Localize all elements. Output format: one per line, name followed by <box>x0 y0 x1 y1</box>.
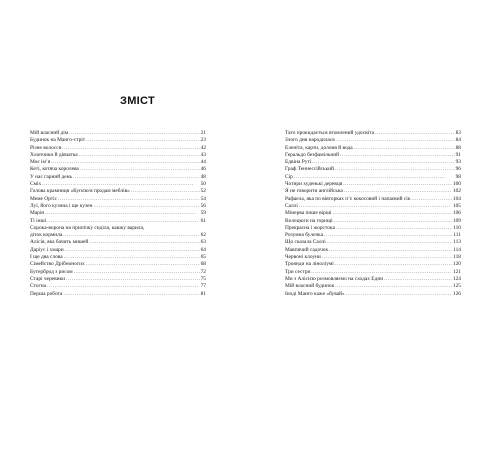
toc-entry-page: 50 <box>200 181 206 188</box>
toc-entry-page: 52 <box>200 188 206 195</box>
dot-leader <box>324 232 452 239</box>
toc-entry-title: Сір <box>285 173 293 180</box>
toc-entry[interactable] <box>30 210 206 217</box>
toc-entry-page: 102 <box>452 188 461 195</box>
toc-left-column <box>30 130 206 298</box>
toc-entry-title: Три сестри <box>285 268 311 275</box>
toc-entry-page: 98 <box>455 173 461 180</box>
toc-entry-page: 121 <box>452 268 461 275</box>
toc-entry-page: 65 <box>200 254 206 261</box>
toc-entry[interactable] <box>30 145 206 152</box>
toc-entry[interactable] <box>30 218 206 225</box>
toc-entry-page: 96 <box>455 166 461 173</box>
toc-entry[interactable] <box>285 196 461 203</box>
toc-entry[interactable] <box>285 137 461 144</box>
dot-leader <box>47 218 199 225</box>
toc-entry[interactable] <box>285 188 461 195</box>
toc-entry-title: Марін <box>30 210 45 217</box>
toc-entry-title: Я не говорити англійська <box>285 188 343 195</box>
dot-leader <box>86 137 199 144</box>
toc-entry[interactable] <box>30 188 206 195</box>
toc-entry-page: 54 <box>200 195 206 202</box>
toc-entry-title: Рафаела, яка по вівторках п’є кокосовий і папаєвий сік <box>285 195 411 202</box>
toc-entry-page: 23 <box>200 137 206 144</box>
toc-entry-title: Ми з Алісією розмовляємо на сходах Едни <box>285 275 384 282</box>
toc-entry-title: Сімейство Дрібноногих <box>30 261 85 268</box>
dot-leader <box>335 166 455 173</box>
dot-leader <box>344 188 452 195</box>
toc-entry-title: І ще два слова <box>30 254 63 261</box>
toc-entry-title: У нас гарний день <box>30 173 72 180</box>
toc-entry-title: Мавпячий садочок <box>285 246 329 253</box>
toc-entry-title: Мінерва пише вірші <box>285 210 332 217</box>
toc-entry-page: 111 <box>453 232 461 239</box>
toc-entry-title: Сміх <box>30 181 42 188</box>
toc-entry[interactable] <box>30 261 206 268</box>
toc-entry[interactable] <box>285 254 461 261</box>
toc-entry[interactable] <box>30 283 206 290</box>
toc-entry[interactable] <box>30 152 206 159</box>
toc-entry[interactable] <box>285 291 461 298</box>
toc-entry[interactable] <box>30 276 206 283</box>
toc-entry-title: Червоні клоуни <box>285 254 321 261</box>
toc-entry-page: 63 <box>200 239 206 246</box>
dot-leader <box>79 152 200 159</box>
toc-entry[interactable] <box>30 203 206 210</box>
dot-leader <box>322 254 452 261</box>
toc-entry-title: Іноді Манго каже «бувай» <box>285 290 345 297</box>
toc-entry[interactable] <box>285 247 461 254</box>
toc-entry-page: 100 <box>452 181 461 188</box>
dot-leader <box>66 276 200 283</box>
toc-entry-title: Перша робота <box>30 290 63 297</box>
dot-leader <box>47 283 200 290</box>
toc-entry-title: Волоцюги на горищі <box>285 217 333 224</box>
dot-leader <box>299 203 452 210</box>
toc-entry[interactable] <box>30 196 206 203</box>
toc-entry-title: Саллі <box>285 202 298 209</box>
toc-entry[interactable] <box>285 269 461 276</box>
toc-entry-page: 114 <box>453 246 461 253</box>
toc-entry-page: 105 <box>452 202 461 209</box>
toc-entry-page: 48 <box>200 173 206 180</box>
dot-leader <box>384 276 452 283</box>
toc-entry[interactable] <box>30 239 206 246</box>
dot-leader <box>336 137 455 144</box>
toc-entry-page: 81 <box>200 290 206 297</box>
toc-entry-page: 72 <box>200 268 206 275</box>
dot-leader <box>334 218 452 225</box>
toc-entry-title: Луї, його кузина і ще кузен <box>30 202 93 209</box>
dot-leader <box>58 196 200 203</box>
page-title: ЗМІСТ <box>120 95 155 107</box>
toc-entry-title: Будинок на Манго-стріт <box>30 137 86 144</box>
dot-leader <box>73 174 200 181</box>
toc-entry[interactable] <box>285 166 461 173</box>
toc-entry[interactable] <box>285 145 461 152</box>
toc-entry[interactable] <box>285 261 461 268</box>
toc-entry-title: Едвіна Руті <box>285 159 312 166</box>
toc-entry-title: Чотири худенькі деревця <box>285 181 343 188</box>
toc-entry[interactable] <box>285 152 461 159</box>
toc-entry-page: 42 <box>200 144 206 151</box>
toc-entry[interactable] <box>30 225 206 232</box>
toc-entry-title: Еленіта, карти, долоня й вода <box>285 144 353 151</box>
toc-entry-title: Хлопчики й дівчатка <box>30 151 78 158</box>
toc-entry-title: Що сказала Саллі <box>285 239 326 246</box>
dot-leader <box>340 152 455 159</box>
dot-leader <box>343 181 452 188</box>
toc-entry[interactable] <box>30 269 206 276</box>
toc-entry[interactable] <box>30 137 206 144</box>
toc-entry-page: 109 <box>452 217 461 224</box>
toc-entry-page: 125 <box>452 283 461 290</box>
dot-leader <box>86 261 200 268</box>
toc-entry-title: Ті інші <box>30 217 47 224</box>
toc-entry-page: 106 <box>452 210 461 217</box>
dot-leader <box>329 247 452 254</box>
dot-leader <box>327 239 452 246</box>
toc-entry-title: Розумна булочка <box>285 232 324 239</box>
toc-entry-page: 124 <box>452 275 461 282</box>
toc-entry-title: Голова крамниця «Куплю/я продам меблів» <box>30 188 130 195</box>
toc-entry-title: Злого дня народилася <box>285 137 335 144</box>
dot-leader <box>74 269 200 276</box>
toc-entry[interactable] <box>30 247 206 254</box>
toc-entry-page: 21 <box>200 130 206 136</box>
toc-entry-page: 113 <box>453 239 461 246</box>
toc-entry-title: Троянди на ліноліумі <box>285 261 334 268</box>
toc-entry-page: 43 <box>200 151 206 158</box>
toc-entry[interactable] <box>30 159 206 166</box>
toc-entry-title: Граф Теннессійський <box>285 166 334 173</box>
dot-leader <box>411 196 452 203</box>
toc-entry-title: Геральдо безфамільний <box>285 151 339 158</box>
dot-leader <box>63 291 199 298</box>
dot-leader <box>346 291 452 298</box>
dot-leader <box>69 130 199 137</box>
toc-entry-page: 120 <box>452 261 461 268</box>
toc-entry-page: 83 <box>455 130 461 136</box>
toc-entry[interactable] <box>30 130 206 137</box>
dot-leader <box>131 188 200 195</box>
toc-entry-page: 84 <box>455 137 461 144</box>
toc-entry-page: 91 <box>455 151 461 158</box>
toc-entry-page: 88 <box>455 144 461 151</box>
dot-leader <box>375 130 455 137</box>
toc-entry-page: 64 <box>200 246 206 253</box>
toc-entry-page: 126 <box>452 290 461 297</box>
toc-entry-page: 44 <box>200 159 206 166</box>
toc-entry-title: Мій власний будинок <box>285 283 335 290</box>
dot-leader <box>45 210 199 217</box>
dot-leader <box>294 174 455 181</box>
dot-leader <box>333 210 452 217</box>
toc-entry-page: 62 <box>200 232 206 239</box>
toc-entry-page: 56 <box>200 202 206 209</box>
toc-entry-title: Кеті, котяча королева <box>30 166 79 173</box>
toc-entry-page: 68 <box>200 261 206 268</box>
toc-entry-page: 61 <box>200 217 206 224</box>
toc-entry-title: Бутерброд з рисом <box>30 268 73 275</box>
dot-leader <box>80 166 200 173</box>
toc-entry-page: 59 <box>200 210 206 217</box>
toc-entry[interactable] <box>30 291 206 298</box>
toc-entry-page: 75 <box>200 275 206 282</box>
toc-entry[interactable] <box>285 174 461 181</box>
dot-leader <box>354 145 455 152</box>
toc-entry-title: Різне волосся <box>30 144 62 151</box>
dot-leader <box>336 225 452 232</box>
toc-entry-title: Старі черевики <box>30 275 66 282</box>
toc-entry-page: 93 <box>455 159 461 166</box>
dot-leader <box>335 283 452 290</box>
toc-entry-title: Мій власний дім <box>30 130 69 136</box>
dot-leader <box>89 239 199 246</box>
toc-entry-title: Тато прокидається втомлений удосвіта <box>285 130 374 136</box>
toc-entry[interactable] <box>285 232 461 239</box>
toc-entry[interactable] <box>285 218 461 225</box>
toc-entry-title: Даріус і хмари <box>30 246 64 253</box>
toc-entry-title: Алісія, яка бачить мишей <box>30 239 89 246</box>
dot-leader <box>335 261 452 268</box>
toc-right-column <box>285 130 461 298</box>
toc-entry[interactable] <box>30 166 206 173</box>
toc-entry-title: Стогна <box>30 283 46 290</box>
toc-entry-title: Моє ім’я <box>30 159 51 166</box>
toc-entry-page: 104 <box>452 195 461 202</box>
toc-entry-title: Прекрасна і жорстока <box>285 224 335 231</box>
toc-entry[interactable] <box>285 210 461 217</box>
toc-entry[interactable] <box>285 130 461 137</box>
toc-entry-title: діток кормила <box>30 232 63 239</box>
toc-entry-page: 110 <box>453 224 461 231</box>
toc-entry-page: 77 <box>200 283 206 290</box>
toc-entry-page: 118 <box>453 254 461 261</box>
toc-entry-title: Сорока-ворона на припічку сиділа, кашку варила, <box>30 224 145 231</box>
toc-entry[interactable] <box>285 283 461 290</box>
dot-leader <box>51 159 199 166</box>
toc-entry[interactable] <box>285 239 461 246</box>
toc-entry[interactable] <box>30 174 206 181</box>
toc-entry-title: Меме Ортіс <box>30 195 58 202</box>
dot-leader <box>65 247 200 254</box>
dot-leader <box>93 203 199 210</box>
dot-leader <box>62 145 199 152</box>
toc-entry-page: 46 <box>200 166 206 173</box>
toc-entry[interactable] <box>285 203 461 210</box>
dot-leader <box>311 269 452 276</box>
